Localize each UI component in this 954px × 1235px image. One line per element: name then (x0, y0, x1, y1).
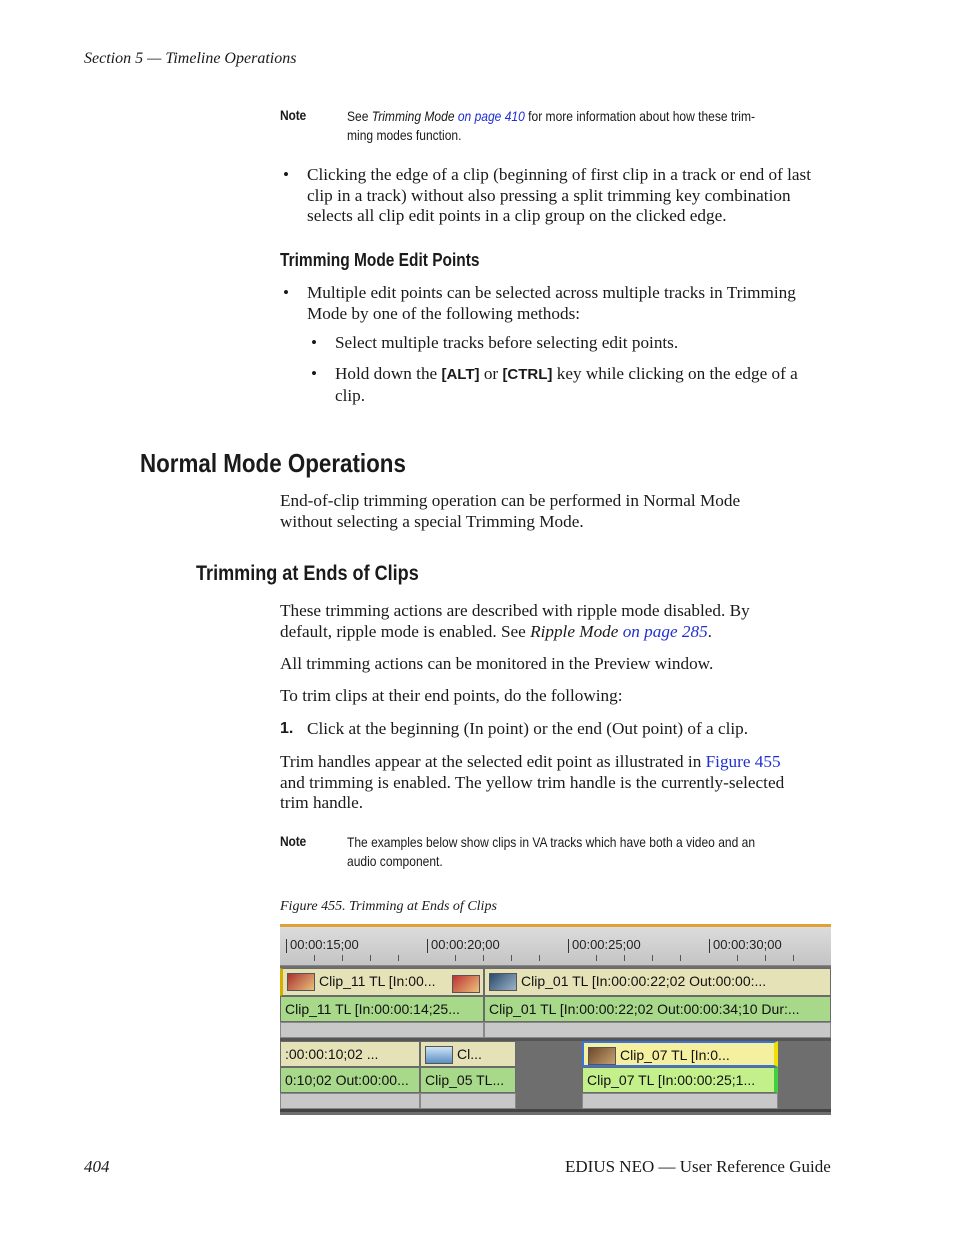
ruler-minor-tick (596, 955, 597, 961)
instruction-paragraph: To trim clips at their end points, do the following: (280, 686, 623, 705)
track-strip (420, 1093, 516, 1109)
track-strip (280, 1093, 420, 1109)
note-text-line2: ming modes function. (347, 127, 462, 143)
paragraph-line: and trimming is enabled. The yellow trim handle is the currently-selected (280, 772, 785, 792)
ctrl-key: [CTRL] (502, 366, 553, 383)
paragraph-end: . (707, 621, 712, 641)
timeline-ruler[interactable] (280, 927, 831, 966)
video-clip[interactable] (280, 1041, 420, 1067)
bullet-marker: • (311, 333, 318, 352)
track-strip (484, 1022, 831, 1038)
note-line: The examples below show clips in VA tracks which have both a video and an (347, 834, 756, 850)
ripple-mode-ref: Ripple Mode (530, 621, 619, 641)
bullet-line: Multiple edit points can be selected across multiple tracks in Trimming (307, 283, 796, 302)
sub-bullet-text: Select multiple tracks before selecting edit points. (335, 333, 679, 352)
ripple-paragraph (280, 601, 750, 642)
clip-label: Clip_07 TL [In:00:00:25;1... (587, 1072, 756, 1088)
ruler-minor-tick (793, 955, 794, 961)
ruler-minor-tick (652, 955, 653, 961)
clip-thumbnail (425, 1046, 453, 1064)
audio-clip[interactable] (420, 1067, 516, 1093)
clip-label: Clip_01 TL [In:00:00:22;02 Out:00:00:... (521, 973, 767, 989)
ruler-minor-tick (314, 955, 315, 961)
note-label: Note (280, 833, 307, 849)
audio-clip[interactable] (484, 996, 831, 1022)
track-strip (582, 1093, 778, 1109)
clip-label: Clip_11 TL [In:00... (319, 973, 436, 989)
ruler-tick-label: 00:00:20;00 (431, 937, 500, 952)
note-text (347, 107, 755, 145)
section-heading: Normal Mode Operations (140, 448, 406, 478)
bullet-marker: • (283, 283, 290, 302)
clip-thumbnail (287, 973, 315, 991)
ruler-minor-tick (398, 955, 399, 961)
ruler-tick-label: 00:00:30;00 (713, 937, 782, 952)
step-number: 1. (280, 720, 294, 737)
sub-bullet-text (335, 364, 798, 406)
bullet-marker: • (311, 364, 318, 383)
ruler-minor-tick (483, 955, 484, 961)
bullet-line: Clicking the edge of a clip (beginning of first clip in a track or end of last (307, 165, 812, 184)
preview-paragraph: All trimming actions can be monitored in the Preview window. (280, 654, 714, 673)
note-line: audio component. (347, 853, 443, 869)
paragraph-line: These trimming actions are described with ripple mode disabled. By (280, 601, 750, 620)
sub-bullet-mid: or (479, 364, 503, 383)
paragraph-line: without selecting a special Trimming Mode. (280, 511, 584, 531)
ruler-minor-tick (511, 955, 512, 961)
bullet-line: Mode by one of the following methods: (307, 303, 581, 323)
subsection-heading: Trimming at Ends of Clips (196, 562, 419, 585)
sub-bullet-pre: Hold down the (335, 364, 442, 383)
alt-key: [ALT] (441, 366, 480, 383)
page-number: 404 (84, 1157, 110, 1176)
note-label: Note (280, 107, 307, 123)
bullet-line: selects all clip edit points in a clip group on the clicked edge. (307, 206, 727, 225)
note-text (347, 833, 755, 871)
clip-thumbnail (588, 1047, 616, 1065)
ruler-minor-tick (765, 955, 766, 961)
audio-clip[interactable] (280, 1067, 420, 1093)
clip-label: Clip_11 TL [In:00:00:14;25... (285, 1001, 460, 1017)
footer-title: EDIUS NEO — User Reference Guide (565, 1157, 831, 1176)
clip-thumbnail (452, 975, 480, 993)
timeline-screenshot (280, 924, 831, 1115)
clip-label: Clip_05 TL... (425, 1072, 505, 1088)
paragraph-text: Trim handles appear at the selected edit point as illustrated in (280, 752, 706, 771)
clip-label: Clip_07 TL [In:0... (620, 1047, 730, 1063)
figure-link[interactable]: Figure 455 (705, 752, 781, 771)
note-text-pre: See (347, 108, 372, 124)
bullet-text (307, 283, 796, 324)
note-page-link[interactable]: on page 410 (457, 108, 525, 124)
step-text: Click at the beginning (In point) or the end (Out point) of a clip. (307, 719, 749, 738)
trim-handles-paragraph (280, 752, 784, 814)
note-text-post: for more information about how these trim- (524, 108, 756, 124)
track-divider (280, 1109, 831, 1112)
normal-mode-paragraph (280, 491, 740, 532)
bullet-line: clip in a track) without also pressing a split trimming key combination (307, 185, 791, 205)
video-clip[interactable] (484, 968, 831, 996)
subsection-heading: Trimming Mode Edit Points (280, 250, 480, 270)
ruler-minor-tick (624, 955, 625, 961)
clip-label: :00:00:10;02 ... (285, 1046, 379, 1062)
ruler-minor-tick (737, 955, 738, 961)
track-strip (280, 1022, 484, 1038)
bullet-text (307, 165, 811, 227)
sub-bullet-line2: clip. (335, 385, 366, 405)
clip-thumbnail (489, 973, 517, 991)
selected-audio-clip[interactable] (582, 1067, 778, 1093)
selected-video-clip[interactable] (582, 1041, 778, 1067)
ruler-tick-label: 00:00:15;00 (290, 937, 359, 952)
clip-label: 0:10;02 Out:00:00... (285, 1072, 409, 1088)
video-clip[interactable] (420, 1041, 516, 1067)
paragraph-line: trim handle. (280, 793, 364, 812)
paragraph-line (280, 622, 750, 643)
paragraph-text: default, ripple mode is enabled. See (280, 621, 531, 641)
ruler-tick-label: 00:00:25;00 (572, 937, 641, 952)
note-ref: Trimming Mode (371, 108, 455, 124)
paragraph-line: End-of-clip trimming operation can be performed in Normal Mode (280, 491, 741, 510)
bullet-marker: • (283, 165, 290, 184)
clip-label: Clip_01 TL [In:00:00:22;02 Out:00:00:34;10 Dur:... (489, 1001, 800, 1017)
ruler-minor-tick (680, 955, 681, 961)
ruler-minor-tick (539, 955, 540, 961)
running-header: Section 5 — Timeline Operations (84, 50, 297, 67)
ruler-minor-tick (370, 955, 371, 961)
ruler-minor-tick (455, 955, 456, 961)
ripple-page-link[interactable]: on page 285 (622, 621, 708, 641)
clip-label: Cl... (457, 1046, 482, 1062)
sub-bullet-post: key while clicking on the edge of a (552, 364, 798, 383)
clip-thumbnail-end (452, 971, 482, 993)
ruler-minor-tick (342, 955, 343, 961)
figure-caption: Figure 455. Trimming at Ends of Clips (280, 899, 497, 914)
audio-clip[interactable] (280, 996, 484, 1022)
paragraph-line (280, 752, 784, 773)
